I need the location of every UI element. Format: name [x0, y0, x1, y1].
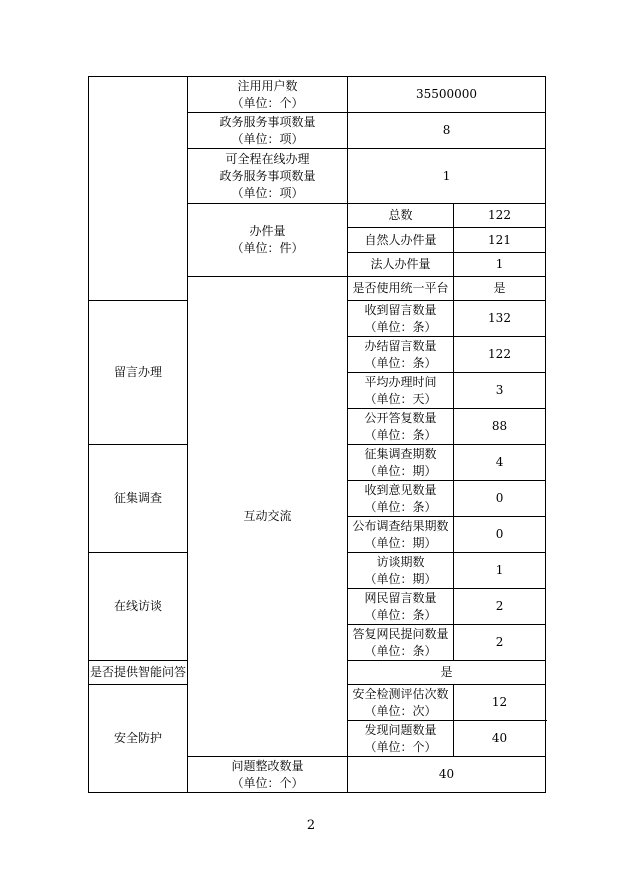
value-survey-opinions: 0 [454, 481, 546, 517]
value-registered-users: 35500000 [348, 77, 546, 113]
row-label-online-items: 可全程在线办理 政务服务事项数量 （单位：项） [188, 149, 348, 204]
row-label-interview: 在线访谈 [89, 553, 188, 661]
value-interview-netizen-msgs: 2 [454, 589, 546, 625]
page-number: 2 [306, 818, 316, 833]
label-cases-legal: 法人办件量 [348, 253, 454, 277]
value-assessments: 12 [454, 685, 546, 721]
value-unified-platform: 是 [454, 277, 546, 301]
statistics-table [88, 76, 546, 793]
value-service-items: 8 [348, 113, 546, 149]
label-survey-periods: 征集调查期数 （单位：期） [348, 445, 454, 481]
value-issues-fixed: 40 [348, 757, 546, 793]
value-cases-total: 122 [454, 204, 546, 228]
value-messages-avg-time: 3 [454, 373, 546, 409]
value-online-items: 1 [348, 149, 546, 204]
label-survey-results: 公布调查结果期数 （单位：期） [348, 517, 454, 553]
value-messages-received: 132 [454, 301, 546, 337]
label-messages-public-replies: 公开答复数量 （单位：条） [348, 409, 454, 445]
row-label-messages: 留言办理 [89, 301, 188, 445]
row-label-registered-users: 注用用户数 （单位：个） [188, 77, 348, 113]
label-messages-received: 收到留言数量 （单位：条） [348, 301, 454, 337]
value-cases-natural: 121 [454, 228, 546, 253]
label-interview-periods: 访谈期数 （单位：期） [348, 553, 454, 589]
section-label-interaction: 互动交流 [188, 277, 348, 757]
label-cases-natural: 自然人办件量 [348, 228, 454, 253]
value-smart-qa: 是 [348, 661, 546, 685]
value-messages-concluded: 122 [454, 337, 546, 373]
value-interview-periods: 1 [454, 553, 546, 589]
row-label-issues-found: 发现问题数量 （单位：个） [348, 721, 454, 757]
row-label-unified-platform: 是否使用统一平台 [348, 277, 454, 301]
section-label-security: 安全防护 [89, 685, 188, 793]
value-issues-found: 40 [454, 721, 546, 757]
value-messages-public-replies: 88 [454, 409, 546, 445]
section-cell-empty [89, 77, 188, 301]
value-survey-results: 0 [454, 517, 546, 553]
row-label-cases: 办件量 （单位：件） [188, 204, 348, 277]
value-cases-legal: 1 [454, 253, 546, 277]
row-label-service-items: 政务服务事项数量 （单位：项） [188, 113, 348, 149]
row-label-survey: 征集调查 [89, 445, 188, 553]
label-survey-opinions: 收到意见数量 （单位：条） [348, 481, 454, 517]
row-label-assessments: 安全检测评估次数 （单位：次） [348, 685, 454, 721]
row-label-smart-qa: 是否提供智能问答 [89, 661, 188, 685]
value-interview-answers: 2 [454, 625, 546, 661]
label-messages-concluded: 办结留言数量 （单位：条） [348, 337, 454, 373]
row-label-issues-fixed: 问题整改数量 （单位：个） [188, 757, 348, 793]
label-cases-total: 总数 [348, 204, 454, 228]
label-interview-netizen-msgs: 网民留言数量 （单位：条） [348, 589, 454, 625]
label-interview-answers: 答复网民提问数量 （单位：条） [348, 625, 454, 661]
value-survey-periods: 4 [454, 445, 546, 481]
label-messages-avg-time: 平均办理时间 （单位：天） [348, 373, 454, 409]
